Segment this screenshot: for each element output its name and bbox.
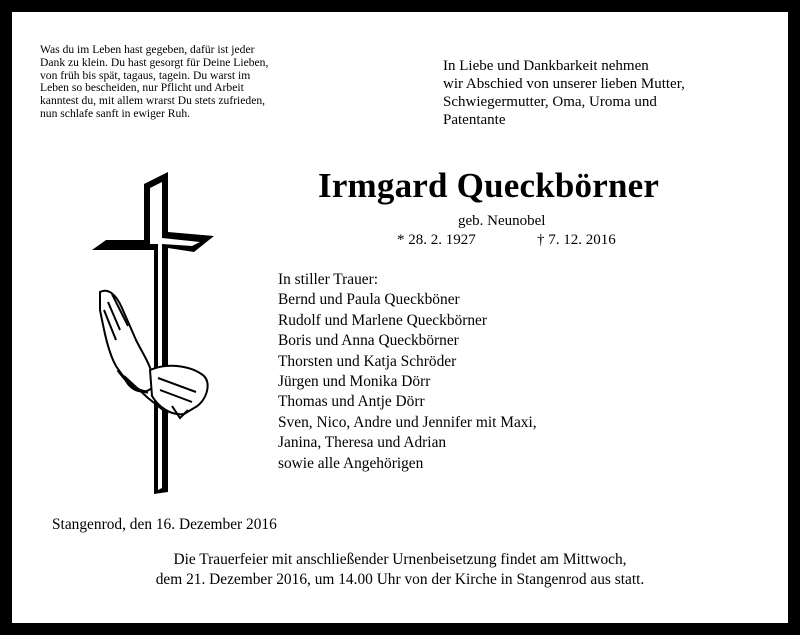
mourner: Rudolf und Marlene Queckbörner [278, 311, 487, 329]
funeral-line: Die Trauerfeier mit anschließender Urnenbeisetzung findet am Mittwoch, [173, 551, 627, 568]
praying-hands-icon [100, 291, 208, 418]
intro-line: Patentante [443, 112, 506, 128]
intro-line: Schwiegermutter, Oma, Uroma und [443, 94, 657, 110]
mourner: Thorsten und Katja Schröder [278, 352, 457, 370]
mourner: Boris und Anna Queckbörner [278, 332, 459, 350]
poem [40, 44, 268, 121]
mourner: Thomas und Antje Dörr [278, 393, 425, 411]
intro-line: wir Abschied von unserer lieben Mutter, [443, 76, 685, 92]
poem-line: Was du im Leben hast gegeben, dafür ist jeder [40, 43, 255, 56]
mourners-list [278, 270, 537, 474]
intro-text [443, 57, 685, 129]
mourner: Jürgen und Monika Dörr [278, 373, 431, 391]
poem-line: kanntest du, mit allem wrarst Du stets zufrieden, [40, 94, 266, 108]
funeral-line: dem 21. Dezember 2016, um 14.00 Uhr von der Kirche in Stangenrod aus statt. [155, 571, 645, 588]
mourner: Sven, Nico, Andre und Jennifer mit Maxi, [278, 413, 537, 431]
poem-line: von früh bis spät, tagaus, tagein. Du warst im [40, 68, 251, 82]
deceased-name: Irmgard Queckbörner [318, 166, 660, 205]
mourner: sowie alle Angehörigen [278, 454, 424, 472]
mourner: Janina, Theresa und Adrian [278, 434, 447, 452]
maiden-name: geb. Neunobel [458, 213, 546, 229]
death-date: † 7. 12. 2016 [537, 232, 616, 248]
birth-date: * 28. 2. 1927 [397, 232, 476, 248]
poem-line: Dank zu klein. Du hast gesorgt für Deine Lieben, [40, 55, 269, 69]
poem-line: nun schlafe sanft in ewiger Ruh. [40, 106, 191, 120]
mourner: Bernd und Paula Queckböner [278, 291, 460, 309]
place-date: Stangenrod, den 16. Dezember 2016 [52, 516, 277, 533]
funeral-info [60, 550, 740, 590]
mourners-heading: In stiller Trauer: [278, 271, 379, 288]
cross-with-praying-hands-icon [88, 170, 223, 500]
intro-line: In Liebe und Dankbarkeit nehmen [443, 58, 649, 74]
poem-line: Leben so bescheiden, nur Pflicht und Arbeit [40, 81, 244, 95]
